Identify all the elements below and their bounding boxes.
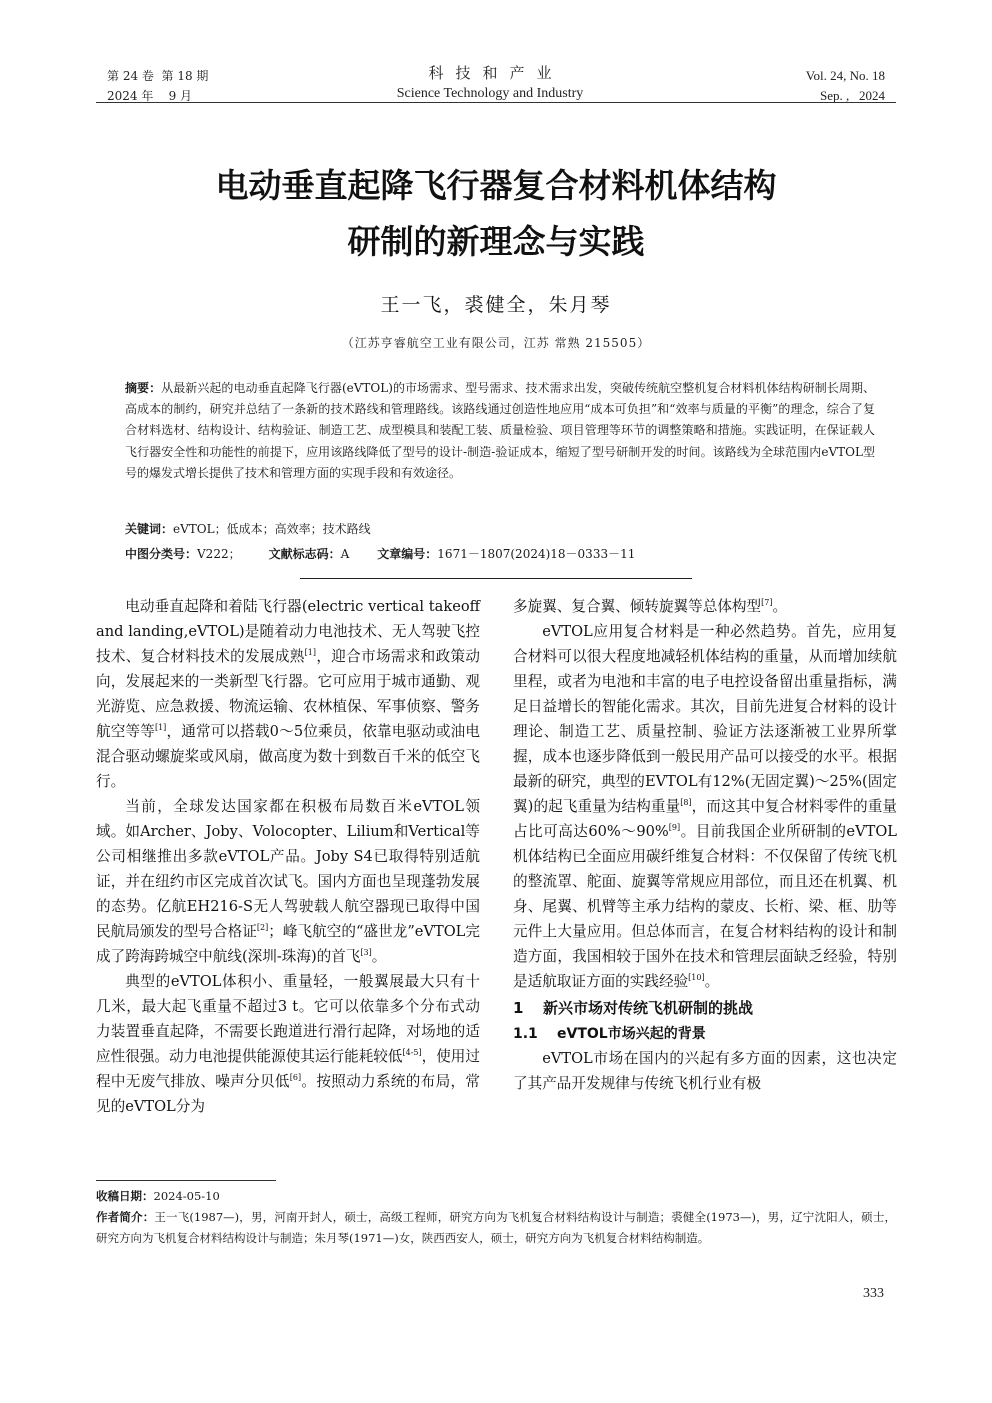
- issue-info: [107, 66, 208, 106]
- section-number: 1: [513, 999, 524, 1017]
- clc-value: V222；: [197, 547, 241, 561]
- doc-value: A: [340, 547, 350, 561]
- affiliation: （江苏亨睿航空工业有限公司，江苏 常熟 215505）: [341, 336, 651, 350]
- clc-label: 中图分类号：: [125, 547, 198, 561]
- text-run: 当前，全球发达国家都在积极布局数百米eVTOL领域。如Archer、Joby、Volocopter、Lilium和Vertical等公司相继推出多款eVTOL产品。Joby S4已取得特别适航证，并在纽约市区完成首次试飞。国内方面也呈现蓬勃发展的态势。亿航EH216-S无人驾驶载人航空器现已取得中国民航局颁发的型号合格证: [96, 798, 480, 940]
- header-rule: [96, 102, 896, 103]
- journal-name-cn: 科技和产业: [428, 64, 564, 82]
- bio-text: 王一飞(1987—)，男，河南开封人，硕士，高级工程师，研究方向为飞机复合材料结构设计与制造；裘健全(1973—)，男，辽宁沈阳人，硕士，研究方向为飞机复合材料结构设计与制造；朱月琴(1971—)女，陕西西安人，硕士，研究方向为飞机复合材料结构制造。: [96, 1210, 897, 1245]
- citation-ref[interactable]: [10]: [688, 973, 705, 983]
- text-run: ，而这其中复合材料零件的重量占比可高达60%～90%: [513, 798, 897, 840]
- classification-line: [125, 545, 885, 562]
- text-run: 典型的eVTOL体积小、重量轻，一般翼展最大只有十几米，最大起飞重量不超过3 t。它可以依靠多个分布式动力装置垂直起降，不需要长跑道进行滑行起降，对场地的适应性很强。动力电池提供能源使其运行能耗较低: [96, 973, 480, 1065]
- art-label: 文章编号：: [377, 547, 438, 561]
- text-run: 多旋翼、复合翼、倾转旋翼等总体构型: [513, 598, 762, 615]
- page-number: 333: [863, 1286, 884, 1301]
- citation-ref[interactable]: [2]: [256, 923, 269, 933]
- text-run: ，使用过程中无废气排放、噪声分贝低: [96, 1048, 480, 1090]
- text-run: ，通常可以搭载0～5位乘员，依靠电驱动或油电混合驱动螺旋桨或风扇，做高度为数十到数百千米的低空飞行。: [96, 723, 480, 790]
- subsection-title: eVTOL市场兴起的背景: [557, 1026, 706, 1042]
- footnote-rule: [96, 1180, 276, 1181]
- issue-info-en: [806, 66, 885, 106]
- citation-ref[interactable]: [1]: [154, 723, 167, 733]
- citation-ref[interactable]: [7]: [761, 598, 773, 608]
- volume-issue: 第 24 卷 第 18 期: [107, 69, 209, 83]
- journal-name-en: Science Technology and Industry: [396, 86, 584, 101]
- text-run: 。: [772, 598, 788, 615]
- text-run: 。: [371, 948, 387, 965]
- text-run: 电动垂直起降和着陆飞行器(electric vertical takeoff and landing,eVTOL)是随着动力电池技术、无人驾驶飞控技术、复合材料技术的发展成熟: [96, 598, 480, 665]
- subsection-number: 1.1: [513, 1026, 538, 1042]
- citation-ref[interactable]: [6]: [289, 1073, 302, 1083]
- subsection-heading: [513, 1022, 897, 1046]
- keywords: [125, 520, 875, 537]
- issue-date-en: Sep. , 2024: [820, 88, 885, 103]
- paragraph: [513, 1046, 897, 1096]
- text-run: eVTOL市场在国内的兴起有多方面的因素，这也决定了其产品开发规律与传统飞机行业有极: [513, 1050, 897, 1092]
- bio-label: 作者简介：: [96, 1210, 155, 1224]
- abstract-text: 从最新兴起的电动垂直起降飞行器(eVTOL)的市场需求、型号需求、技术需求出发，突破传统航空整机复合材料机体结构研制长周期、高成本的制约，研究并总结了一条新的技术路线和管理路线。该路线通过创造性地应用“成本可负担”和“效率与质量的平衡”的理念，综合了复合材料选材、结构设计、结构验证、制造工艺、成型模具和装配工装、质量检验、项目管理等环节的调整策略和措施。实践证明，在保证载人飞行器安全性和功能性的前提下，应用该路线降低了型号的设计-制造-验证成本，缩短了型号研制开发的时间。该路线为全球范围内eVTOL型号的爆发式增长提供了技术和管理方面的实现手段和有效途径。: [125, 381, 875, 480]
- abstract-rule: [300, 578, 692, 579]
- author-list: 王一飞，裘健全，朱月琴: [380, 294, 612, 316]
- title-line-2: 研制的新理念与实践: [347, 222, 645, 261]
- text-run: 。目前我国企业所研制的eVTOL机体结构已全面应用碳纤维复合材料：不仅保留了传统飞机的整流罩、舵面、旋翼等常规应用部位，而且还在机翼、机身、尾翼、机臂等主承力结构的蒙皮、长桁、梁、框、肋等元件上大量应用。但总体而言，在复合材料结构的设计和制造方面，我国相较于国外在技术和管理层面缺乏经验，特别是适航取证方面的实践经验: [513, 823, 897, 990]
- author-bio: [96, 1207, 896, 1249]
- article-number: [377, 545, 635, 562]
- abstract: [125, 378, 875, 484]
- citation-ref[interactable]: [1]: [304, 648, 317, 658]
- right-column: [513, 594, 897, 1096]
- text-run: 。: [704, 973, 720, 990]
- doc-label: 文献标志码：: [268, 547, 341, 561]
- paragraph: [96, 594, 480, 794]
- issue-date: 2024 年 9 月: [107, 89, 193, 103]
- paragraph: [96, 969, 480, 1119]
- text-run: 。按照动力系统的布局，常见的eVTOL分为: [96, 1073, 480, 1115]
- text-run: ；峰飞航空的“盛世龙”eVTOL完成了跨海跨城空中航线(深圳-珠海)的首飞: [96, 923, 480, 965]
- keywords-label: 关键词：: [125, 522, 174, 536]
- section-heading: [513, 996, 897, 1020]
- volume-issue-en: Vol. 24, No. 18: [805, 68, 885, 83]
- art-value: 1671－1807(2024)18－0333－11: [437, 547, 636, 561]
- footnote: [96, 1186, 896, 1249]
- citation-ref[interactable]: [8]: [680, 798, 692, 808]
- received-label: 收稿日期：: [96, 1189, 154, 1203]
- keywords-text: eVTOL；低成本；高效率；技术路线: [173, 522, 371, 536]
- abstract-label: 摘要：: [125, 381, 162, 395]
- paragraph: [96, 794, 480, 969]
- received-date: [96, 1186, 896, 1207]
- citation-ref[interactable]: [4-5]: [402, 1048, 422, 1058]
- text-run: ，迎合市场需求和政策动向，发展起来的一类新型飞行器。它可应用于城市通勤、观光游览、应急救援、物流运输、农林植保、军事侦察、警务航空等等: [96, 648, 480, 740]
- paragraph: [513, 594, 897, 619]
- clc-number: [125, 545, 241, 562]
- paper-title: [96, 158, 896, 270]
- citation-ref[interactable]: [3]: [360, 948, 372, 958]
- citation-ref[interactable]: [9]: [668, 823, 681, 833]
- left-column: [96, 594, 480, 1119]
- text-run: eVTOL应用复合材料是一种必然趋势。首先，应用复合材料可以很大程度地减轻机体结构的重量，从而增加续航里程，或者为电池和丰富的电子电控设备留出重量指标，满足日益增长的智能化需求。其次，目前先进复合材料的设计理论、制造工艺、质量控制、验证方法逐渐被工业界所掌握，成本也逐步降低到一般民用产品可以接受的水平。根据最新的研究，典型的EVTOL有12%(无固定翼)～25%(固定翼)的起飞重量为结构重量: [513, 623, 897, 815]
- received-value: 2024-05-10: [153, 1189, 220, 1203]
- document-code: [269, 545, 350, 562]
- section-title: 新兴市场对传统飞机研制的挑战: [543, 999, 754, 1017]
- paragraph: [513, 619, 897, 994]
- journal-name: [340, 62, 640, 104]
- title-line-1: 电动垂直起降飞行器复合材料机体结构: [215, 166, 777, 205]
